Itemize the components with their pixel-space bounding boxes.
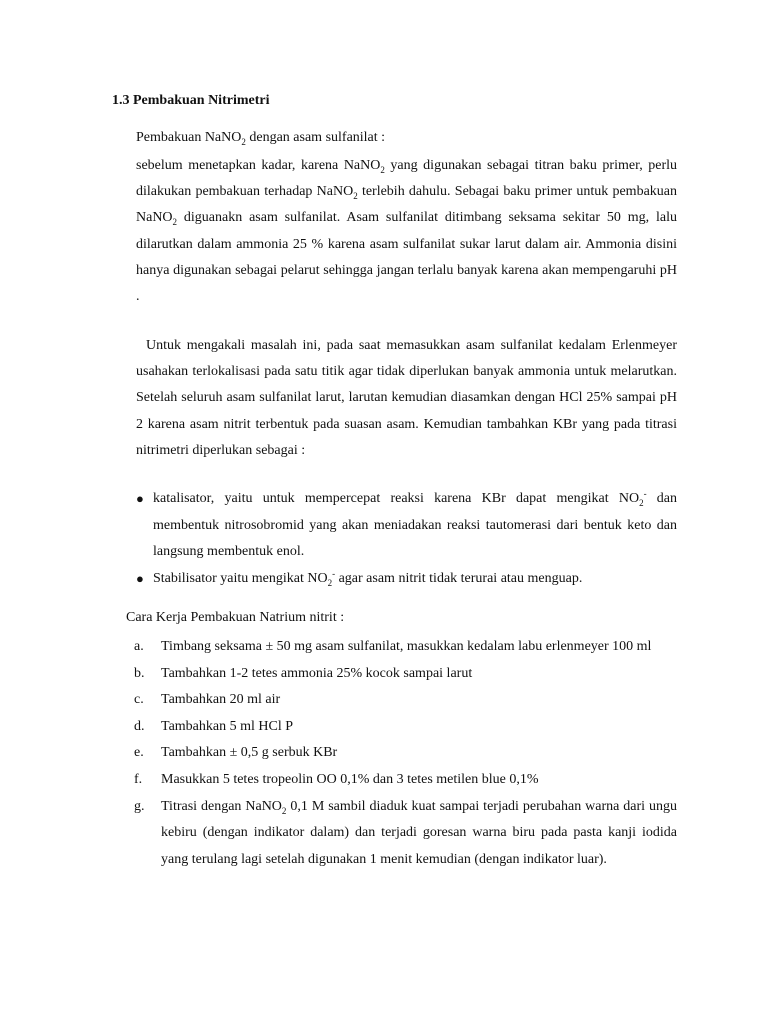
step-text-pre: Titrasi dengan NaNO bbox=[161, 798, 282, 814]
step-text: Masukkan 5 tetes tropeolin OO 0,1% dan 3 tetes metilen blue 0,1% bbox=[161, 771, 539, 787]
step-marker: g. bbox=[134, 798, 145, 814]
paragraph-1-part-4: diguanakn asam sulfanilat. Asam sulfanilat ditimbang seksama sekitar 50 mg, lalu dilarutkan dalam ammonia 25 % karena asam sulfanilat sukar larut dalam air. Ammonia disini hanya digunakan sebagai pelarut sehingga jangan terlalu banyak karena akan mempengaruhi pH . bbox=[136, 210, 677, 305]
paragraph-1-sub-1: 2 bbox=[380, 164, 385, 175]
procedure-steps bbox=[134, 634, 677, 873]
step-marker: f. bbox=[134, 771, 143, 787]
step-text: Tambahkan 5 ml HCl P bbox=[161, 718, 294, 734]
bullet-list bbox=[136, 486, 677, 592]
step-marker: e. bbox=[134, 745, 144, 761]
list-item bbox=[136, 486, 677, 566]
bullet-text-pre: katalisator, yaitu untuk mempercepat reaksi karena KBr dapat mengikat NO bbox=[153, 491, 640, 506]
bullet-icon: ● bbox=[136, 491, 144, 506]
paragraph-1-part-1: sebelum menetapkan kadar, karena NaNO bbox=[136, 158, 381, 173]
list-item bbox=[136, 566, 677, 593]
step-subscript: 2 bbox=[281, 805, 287, 816]
paragraph-1-sub-2: 2 bbox=[353, 191, 358, 201]
list-item bbox=[134, 794, 677, 874]
subheading-text-post: dengan asam sulfanilat : bbox=[245, 130, 386, 145]
list-item bbox=[134, 740, 677, 767]
bullet-superscript: - bbox=[332, 567, 336, 578]
list-item bbox=[134, 714, 677, 741]
paragraph-1-part-3: terlebih dahulu. Sebagai baku primer untuk pembakuan NaNO bbox=[136, 184, 677, 226]
step-marker: a. bbox=[134, 639, 144, 654]
bullet-superscript: - bbox=[643, 488, 647, 499]
bullet-text-post: dan membentuk nitrosobromid yang akan meniadakan reaksi tautomerasi dari bentuk keto dan langsung membentuk enol. bbox=[153, 491, 678, 559]
step-marker: b. bbox=[134, 665, 145, 681]
list-item bbox=[134, 661, 677, 688]
subheading-subscript: 2 bbox=[241, 136, 246, 147]
list-item bbox=[134, 767, 677, 794]
subheading-text-pre: Pembakuan NaNO bbox=[136, 130, 242, 145]
subsection-heading bbox=[136, 130, 385, 146]
step-marker: d. bbox=[134, 718, 145, 734]
bullet-icon: ● bbox=[136, 570, 144, 586]
step-text: Tambahkan 1-2 tetes ammonia 25% kocok sampai larut bbox=[161, 665, 473, 681]
bullet-subscript: 2 bbox=[639, 497, 644, 508]
step-text: Timbang seksama ± 50 mg asam sulfanilat, masukkan kedalam labu erlenmeyer 100 ml bbox=[161, 639, 652, 654]
paragraph-1-sub-3: 2 bbox=[172, 217, 178, 228]
step-marker: c. bbox=[134, 692, 144, 708]
step-text: Tambahkan 20 ml air bbox=[161, 692, 281, 708]
step-text-post: 0,1 M sambil diaduk kuat sampai terjadi perubahan warna dari ungu kebiru (dengan indikator dalam) dan terjadi goresan warna biru pada pasta kanji iodida yang terulang lagi setelah digunakan 1 menit kemudian (dengan indikator luar). bbox=[161, 798, 677, 867]
bullet-text-post: agar asam nitrit tidak terurai atau menguap. bbox=[335, 570, 583, 586]
paragraph-2: Untuk mengakali masalah ini, pada saat memasukkan asam sulfanilat kedalam Erlenmeyer usahakan terlokalisasi pada satu titik agar tidak diperlukan banyak ammonia untuk melarutkan. Setelah seluruh asam sulfanilat larut, larutan kemudian diasamkan dengan HCl 25% sampai pH 2 karena asam nitrit terbentuk pada suasan asam. Kemudian tambahkan KBr yang pada titrasi nitrimetri diperlukan sebagai : bbox=[136, 338, 677, 458]
section-heading: 1.3 Pembakuan Nitrimetri bbox=[112, 93, 270, 108]
bullet-subscript: 2 bbox=[327, 577, 333, 588]
step-text: Tambahkan ± 0,5 g serbuk KBr bbox=[161, 745, 338, 761]
list-item bbox=[134, 687, 677, 714]
bullet-text-pre: Stabilisator yaitu mengikat NO bbox=[153, 570, 328, 586]
paragraph-1-part-2: yang digunakan sebagai titran baku primer, perlu dilakukan pembakuan terhadap NaNO bbox=[136, 158, 678, 200]
procedure-heading: Cara Kerja Pembakuan Natrium nitrit : bbox=[126, 610, 345, 625]
list-item bbox=[134, 634, 677, 661]
paragraph-1 bbox=[136, 153, 677, 310]
